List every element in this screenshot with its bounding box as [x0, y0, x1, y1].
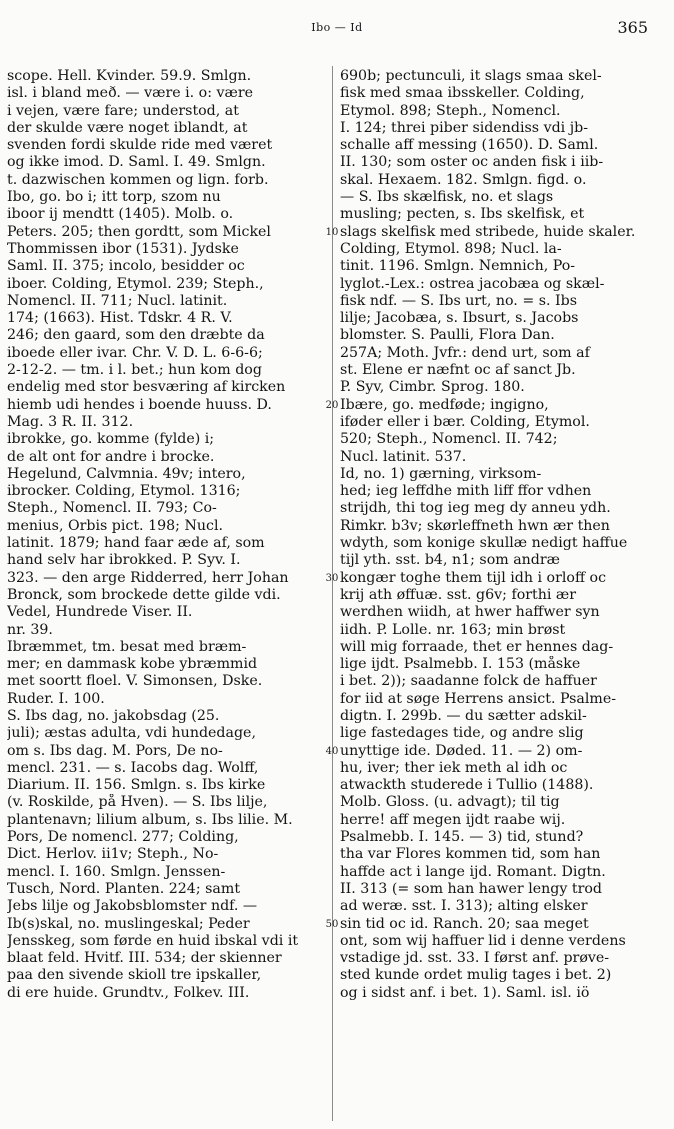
- text-line: II. 130; som oster oc anden fisk i iib-: [340, 154, 604, 171]
- text-line: hiemb udi hendes i boende huuss. D.: [7, 396, 272, 413]
- text-line: ibrocker. Colding, Etymol. 1316;: [7, 483, 241, 500]
- running-head: Ibo — Id: [311, 21, 363, 34]
- right-column: [340, 68, 658, 1002]
- text-line: lige fastedages tide, og andre slig: [340, 725, 584, 742]
- text-line: tinit. 1196. Smlgn. Nemnich, Po-: [340, 258, 576, 275]
- text-line: iboer. Colding, Etymol. 239; Steph.,: [7, 275, 264, 292]
- text-line: tha var Flores kommen tid, som han: [340, 846, 601, 863]
- text-line: met soortt floel. V. Simonsen, Dske.: [7, 673, 263, 690]
- text-line: Pors, De nomencl. 277; Colding,: [7, 829, 239, 846]
- text-line: Steph., Nomencl. II. 793; Co-: [7, 500, 217, 517]
- text-line: blomster. S. Paulli, Flora Dan.: [340, 327, 555, 344]
- text-line: Ibræmmet, tm. besat med bræm-: [7, 638, 247, 655]
- text-line: t. dazwischen kommen og lign. forb.: [7, 171, 269, 188]
- text-line: ibrokke, go. komme (fylde) i;: [7, 431, 215, 448]
- text-line: werdhen wiidh, at hwer haffwer syn: [340, 604, 600, 621]
- page-number: 365: [617, 18, 648, 37]
- text-line: plantenavn; lilium album, s. Ibs lilie. M.: [7, 811, 293, 828]
- text-line: Rimkr. b3v; skørleffneth hwn ær then: [340, 517, 610, 534]
- text-line: sted kunde ordet mulig tages i bet. 2): [340, 967, 612, 984]
- text-line: di ere huide. Grundtv., Folkev. III.: [7, 984, 250, 1001]
- text-line: i bet. 2)); saadanne folck de haffuer: [340, 673, 597, 690]
- text-line: hand selv har ibrokked. P. Syv. I.: [7, 552, 241, 569]
- text-line: digtn. I. 299b. — du sætter adskil-: [340, 707, 587, 724]
- text-line: iidh. P. Lolle. nr. 163; min brøst: [340, 621, 566, 638]
- text-line: Dict. Herlov. ii1v; Steph., No-: [7, 846, 219, 863]
- text-line: 2-12-2. — tm. i l. bet.; hun kom dog: [7, 362, 262, 379]
- text-line: ont, som wij haffuer lid i denne verdens: [340, 932, 626, 949]
- text-line: om s. Ibs dag. M. Pors, De no-: [7, 742, 223, 759]
- text-line: blaat feld. Hvitf. III. 534; der skienner: [7, 950, 282, 967]
- text-line: Peters. 205; then gordtt, som Mickel: [7, 223, 271, 240]
- text-line: Jensskeg, som førde en huid ibskal vdi it: [7, 932, 299, 949]
- text-line: kongær toghe them tijl idh i orloff oc: [340, 569, 607, 586]
- text-line: Nomencl. II. 711; Nucl. latinit.: [7, 292, 228, 309]
- text-line: ad weræ. sst. I. 313); alting elsker: [340, 898, 588, 915]
- line-marker: 50: [325, 918, 339, 930]
- text-line: de alt ont for andre i brocke.: [7, 448, 215, 465]
- text-line: strijdh, thi tog ieg meg dy anneu ydh.: [340, 500, 611, 517]
- text-line: Hegelund, Calvmnia. 49v; intero,: [7, 465, 246, 482]
- text-line: iboede eller ivar. Chr. V. D. L. 6-6-6;: [7, 344, 263, 361]
- line-marker: 20: [325, 399, 339, 411]
- text-line: (v. Roskilde, på Hven). — S. Ibs lilje,: [7, 794, 268, 811]
- text-line: Ib(s)skal, no. muslingeskal; Peder: [7, 915, 250, 932]
- line-marker: 40: [325, 745, 339, 757]
- text-line: latinit. 1879; hand faar æde af, som: [7, 535, 265, 552]
- text-line: 174; (1663). Hist. Tdskr. 4 R. V.: [7, 310, 233, 327]
- text-line: endelig med stor besværing af kircken: [7, 379, 286, 396]
- text-line: Vedel, Hundrede Viser. II.: [7, 604, 193, 621]
- text-line: iføder eller i bær. Colding, Etymol.: [340, 413, 590, 430]
- text-line: for iid at søge Herrens ansict. Psalme-: [340, 690, 617, 707]
- left-column: [7, 68, 325, 1002]
- text-line: hu, iver; ther iek meth al idh oc: [340, 759, 568, 776]
- text-line: musling; pecten, s. Ibs skelfisk, et: [340, 206, 585, 223]
- page-header: [0, 18, 674, 42]
- text-line: i vejen, være fare; understod, at: [7, 102, 239, 119]
- text-line: — S. Ibs skælfisk, no. et slags: [340, 189, 554, 206]
- text-line: svenden fordi skulde ride med været: [7, 137, 273, 154]
- text-line: isl. i bland með. — være i. o: være: [7, 85, 254, 102]
- line-marker: 10: [325, 226, 339, 238]
- text-line: og i sidst anf. i bet. 1). Saml. isl. iö: [340, 984, 590, 1001]
- text-line: Ruder. I. 100.: [7, 690, 105, 707]
- text-line: Tusch, Nord. Planten. 224; samt: [7, 880, 241, 897]
- text-line: Nucl. latinit. 537.: [340, 448, 467, 465]
- text-line: mencl. I. 160. Smlgn. Jenssen-: [7, 863, 226, 880]
- text-line: mencl. 231. — s. Iacobs dag. Wolff,: [7, 759, 259, 776]
- text-line: Diarium. II. 156. Smlgn. s. Ibs kirke: [7, 777, 266, 794]
- text-line: wdyth, som konige skullæ nedigt haffue: [340, 535, 628, 552]
- text-line: lyglot.-Lex.: ostrea jacobæa og skæl-: [340, 275, 605, 292]
- text-line: st. Elene er næfnt oc af sanct Jb.: [340, 362, 576, 379]
- text-line: will mig forraade, thet er hennes dag-: [340, 638, 614, 655]
- text-line: 323. — den arge Ridderred, herr Johan: [7, 569, 289, 586]
- text-line: Ibo, go. bo i; itt torp, szom nu: [7, 189, 221, 206]
- text-line: lilje; Jacobæa, s. Ibsurt, s. Jacobs: [340, 310, 579, 327]
- text-line: haffde act i lange ijd. Romant. Digtn.: [340, 863, 606, 880]
- text-line: Etymol. 898; Steph., Nomencl.: [340, 102, 561, 119]
- text-line: der skulde være noget iblandt, at: [7, 119, 248, 136]
- text-line: herre! aff megen ijdt raabe wij.: [340, 811, 566, 828]
- text-line: II. 313 (= som han hawer lengy trod: [340, 880, 602, 897]
- text-line: Colding, Etymol. 898; Nucl. la-: [340, 240, 562, 257]
- text-line: 246; den gaard, som den dræbte da: [7, 327, 265, 344]
- line-number-markers: [323, 68, 341, 1002]
- text-line: fisk med smaa ibsskeller. Colding,: [340, 85, 585, 102]
- text-line: paa den sivende skioll tre ipskaller,: [7, 967, 262, 984]
- text-line: fisk ndf. — S. Ibs urt, no. = s. Ibs: [340, 292, 577, 309]
- text-line: vstadige jd. sst. 33. I først anf. prøve-: [340, 950, 610, 967]
- text-line: menius, Orbis pict. 198; Nucl.: [7, 517, 223, 534]
- text-line: krij ath øffuæ. sst. g6v; forthi ær: [340, 586, 577, 603]
- text-line: Mag. 3 R. II. 312.: [7, 413, 134, 430]
- text-line: schalle aff messing (1650). D. Saml.: [340, 137, 599, 154]
- text-line: Id, no. 1) gærning, virksom-: [340, 465, 542, 482]
- text-line: mer; en dammask kobe ybræmmid: [7, 656, 258, 673]
- text-line: Jebs lilje og Jakobsblomster ndf. —: [7, 898, 258, 915]
- text-line: 690b; pectunculi, it slags smaa skel-: [340, 68, 602, 84]
- text-line: P. Syv, Cimbr. Sprog. 180.: [340, 379, 525, 396]
- text-line: S. Ibs dag, no. jakobsdag (25.: [7, 707, 220, 724]
- text-line: iboor ij mendtt (1405). Molb. o.: [7, 206, 234, 223]
- text-line: lige ijdt. Psalmebb. I. 153 (måske: [340, 656, 581, 673]
- text-line: unyttige ide. Døded. 11. — 2) om-: [340, 742, 583, 759]
- text-line: slags skelfisk med stribede, huide skaler.: [340, 223, 636, 240]
- text-line: Saml. II. 375; incolo, besidder oc: [7, 258, 245, 275]
- text-line: 257A; Moth. Jvfr.: dend urt, som af: [340, 344, 590, 361]
- text-line: scope. Hell. Kvinder. 59.9. Smlgn.: [7, 68, 252, 84]
- text-line: Molb. Gloss. (u. advagt); til tig: [340, 794, 560, 811]
- text-line: sin tid oc id. Ranch. 20; saa meget: [340, 915, 589, 932]
- line-marker: 30: [325, 572, 339, 584]
- text-line: atwackth studerede i Tullio (1488).: [340, 777, 594, 794]
- text-line: hed; ieg leffdhe mith liff ffor vdhen: [340, 483, 592, 500]
- text-line: 520; Steph., Nomencl. II. 742;: [340, 431, 558, 448]
- text-line: tijl yth. sst. b4, n1; som andræ: [340, 552, 561, 569]
- text-line: I. 124; threi piber sidendiss vdi jb-: [340, 119, 588, 136]
- text-line: juli); æstas adulta, vdi hundedage,: [7, 725, 256, 742]
- text-line: Bronck, som brockede dette gilde vdi.: [7, 586, 281, 603]
- text-line: og ikke imod. D. Saml. I. 49. Smlgn.: [7, 154, 266, 171]
- text-line: skal. Hexaem. 182. Smlgn. figd. o.: [340, 171, 587, 188]
- text-line: Ibære, go. medføde; ingigno,: [340, 396, 549, 413]
- text-line: Psalmebb. I. 145. — 3) tid, stund?: [340, 829, 584, 846]
- text-line: nr. 39.: [7, 621, 53, 638]
- text-line: Thommissen ibor (1531). Jydske: [7, 240, 239, 257]
